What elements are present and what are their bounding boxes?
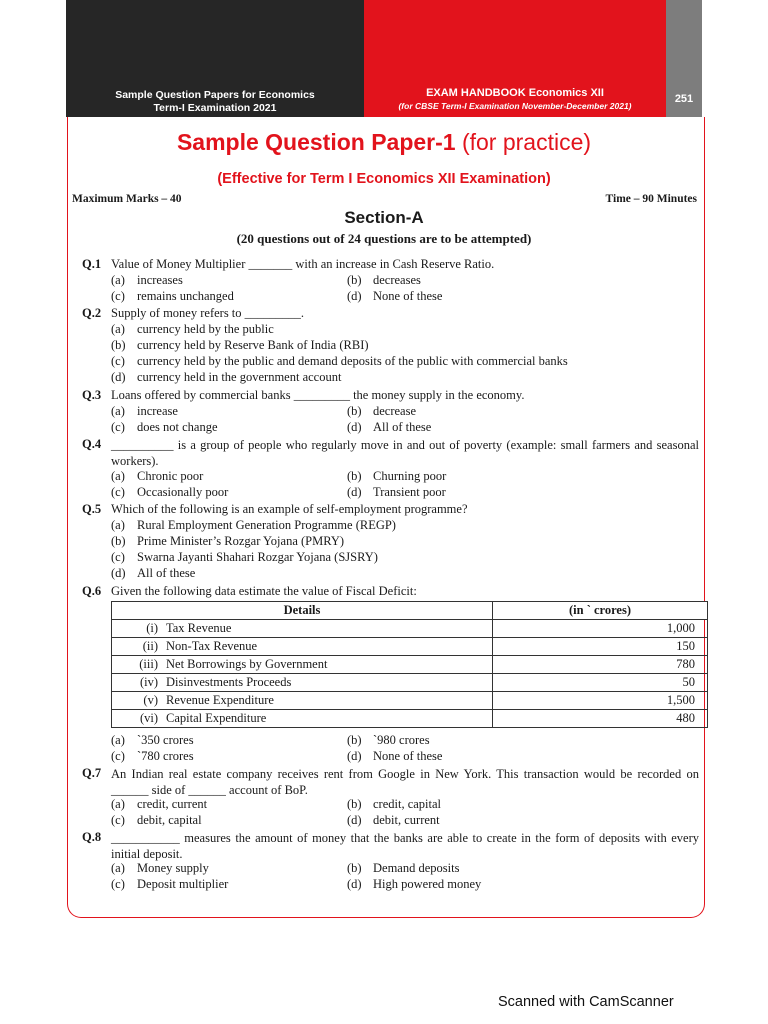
option-text: All of these [373, 420, 432, 434]
option-text: does not change [137, 420, 218, 434]
answer-option [111, 485, 228, 500]
table-cell-detail [112, 638, 493, 656]
header-series-subtitle: Term-I Examination 2021 [153, 102, 277, 114]
option-label: (d) [347, 749, 362, 763]
table-cell-amount: 780 [493, 656, 708, 674]
option-text: Rural Employment Generation Programme (REGP) [137, 518, 396, 532]
option-text: decreases [373, 273, 421, 287]
answer-option [347, 797, 441, 812]
table-row [112, 674, 708, 692]
option-text: Swarna Jayanti Shahari Rozgar Yojana (SJSRY) [137, 550, 378, 564]
option-label: (c) [111, 354, 125, 368]
answer-option [111, 813, 202, 828]
option-text: increases [137, 273, 183, 287]
row-numeral: (vi) [139, 711, 158, 725]
row-label: Revenue Expenditure [166, 693, 274, 707]
option-label: (d) [111, 566, 126, 580]
row-numeral: (v) [143, 693, 158, 707]
option-text: debit, capital [137, 813, 202, 827]
answer-option [111, 566, 195, 581]
table-cell-detail [112, 674, 493, 692]
table-row [112, 620, 708, 638]
answer-option [111, 550, 378, 565]
fiscal-data-table [111, 601, 708, 728]
option-label: (c) [111, 550, 125, 564]
question-text: Which of the following is an example of self-employment programme? [111, 502, 468, 516]
page-subtitle: (Effective for Term I Economics XII Examination) [217, 171, 551, 187]
table-cell-detail [112, 656, 493, 674]
table-header-row [112, 602, 708, 620]
option-text: currency held in the government account [137, 370, 342, 384]
answer-option [111, 534, 344, 549]
option-label: (c) [111, 485, 125, 499]
option-label: (b) [347, 404, 362, 418]
option-label: (c) [111, 420, 125, 434]
option-label: (b) [347, 861, 362, 875]
option-text: credit, capital [373, 797, 442, 811]
question-number: Q.1 [82, 257, 102, 271]
table-cell-amount: 1,500 [493, 692, 708, 710]
answer-option [111, 354, 568, 369]
answer-option [111, 338, 369, 353]
answer-option [347, 813, 440, 828]
option-label: (b) [111, 534, 126, 548]
answer-option [111, 322, 274, 337]
header-book-subtitle: (for CBSE Term-I Examination November-December 2021) [398, 101, 632, 111]
answer-option [347, 404, 416, 419]
option-text: `780 crores [137, 749, 194, 763]
option-text: None of these [373, 289, 443, 303]
answer-option [347, 749, 442, 764]
scanner-watermark: Scanned with CamScanner [498, 994, 674, 1010]
option-label: (a) [111, 273, 125, 287]
question-text: Given the following data estimate the value of Fiscal Deficit: [111, 584, 417, 598]
table-header-amount: (in ` crores) [493, 602, 708, 620]
option-text: Chronic poor [137, 469, 204, 483]
answer-option [347, 733, 430, 748]
max-marks: Maximum Marks – 40 [72, 193, 182, 205]
question-number: Q.6 [82, 584, 102, 598]
option-label: (a) [111, 404, 125, 418]
page-number: 251 [674, 93, 694, 105]
row-numeral: (i) [146, 621, 158, 635]
option-label: (d) [347, 813, 362, 827]
row-numeral: (iii) [139, 657, 158, 671]
option-label: (d) [111, 370, 126, 384]
table-cell-detail [112, 692, 493, 710]
header-series-title: Sample Question Papers for Economics [115, 89, 315, 101]
option-label: (b) [347, 469, 362, 483]
table-cell-detail [112, 710, 493, 728]
question-text: __________ is a group of people who regularly move in and out of poverty (example: small farmers and seasonal workers). [111, 438, 699, 468]
option-text: Demand deposits [373, 861, 460, 875]
option-label: (c) [111, 813, 125, 827]
question-number: Q.2 [82, 306, 102, 320]
option-text: Transient poor [373, 485, 446, 499]
option-text: Occasionally poor [137, 485, 229, 499]
row-label: Net Borrowings by Government [166, 657, 328, 671]
answer-option [111, 733, 194, 748]
question-number: Q.7 [82, 766, 102, 780]
option-text: None of these [373, 749, 443, 763]
question-number: Q.3 [82, 388, 102, 402]
answer-option [111, 404, 178, 419]
title-suffix: (for practice) [461, 129, 592, 155]
option-text: credit, current [137, 797, 208, 811]
option-label: (b) [111, 338, 126, 352]
option-label: (b) [347, 273, 362, 287]
option-label: (a) [111, 469, 125, 483]
row-numeral: (iv) [139, 675, 158, 689]
option-label: (a) [111, 322, 125, 336]
option-text: Deposit multiplier [137, 877, 229, 891]
option-label: (c) [111, 877, 125, 891]
answer-option [347, 485, 446, 500]
option-label: (a) [111, 797, 125, 811]
table-cell-amount: 50 [493, 674, 708, 692]
answer-option [347, 420, 431, 435]
table-row [112, 692, 708, 710]
question-text: Value of Money Multiplier _______ with an increase in Cash Reserve Ratio. [111, 257, 495, 271]
table-cell-amount: 150 [493, 638, 708, 656]
answer-option [111, 370, 341, 385]
row-label: Tax Revenue [166, 621, 232, 635]
answer-option [111, 420, 218, 435]
row-label: Disinvestments Proceeds [166, 675, 292, 689]
answer-option [111, 877, 228, 892]
header-book-title: EXAM HANDBOOK Economics XII [426, 87, 604, 99]
option-label: (c) [111, 749, 125, 763]
option-label: (b) [347, 797, 362, 811]
option-text: currency held by the public and demand deposits of the public with commercial banks [137, 354, 568, 368]
header-right-band [364, 0, 666, 117]
row-numeral: (ii) [142, 639, 158, 653]
option-label: (c) [111, 289, 125, 303]
option-label: (a) [111, 733, 125, 747]
table-cell-detail [112, 620, 493, 638]
answer-option [111, 749, 194, 764]
section-instruction: (20 questions out of 24 questions are to be attempted) [236, 231, 532, 246]
option-text: High powered money [373, 877, 482, 891]
option-text: remains unchanged [137, 289, 234, 303]
table-cell-amount: 1,000 [493, 620, 708, 638]
option-label: (b) [347, 733, 362, 747]
title-main: Sample Question Paper-1 [176, 129, 456, 155]
answer-option [111, 273, 183, 288]
section-heading: Section-A [344, 208, 424, 227]
page-title [0, 129, 768, 156]
question-number: Q.5 [82, 502, 102, 516]
answer-option [111, 289, 234, 304]
option-text: `980 crores [373, 733, 430, 747]
option-text: currency held by Reserve Bank of India (RBI) [137, 338, 369, 352]
answer-option [111, 518, 396, 533]
option-label: (d) [347, 420, 362, 434]
option-text: currency held by the public [137, 322, 274, 336]
answer-option [111, 797, 207, 812]
option-text: All of these [137, 566, 196, 580]
answer-option [111, 469, 203, 484]
question-text: Loans offered by commercial banks _________ the money supply in the economy. [111, 388, 525, 402]
option-text: Money supply [137, 861, 209, 875]
option-text: Prime Minister’s Rozgar Yojana (PMRY) [137, 534, 345, 548]
answer-option [347, 289, 442, 304]
answer-option [347, 469, 446, 484]
table-row [112, 710, 708, 728]
time-limit: Time – 90 Minutes [605, 193, 697, 205]
option-text: increase [137, 404, 178, 418]
question-number: Q.8 [82, 830, 102, 844]
option-text: decrease [373, 404, 417, 418]
option-label: (a) [111, 861, 125, 875]
option-label: (d) [347, 877, 362, 891]
answer-option [347, 861, 459, 876]
question-text: An Indian real estate company receives rent from Google in New York. This transaction would be recorded on ______ side of ______ account of BoP. [111, 767, 699, 797]
option-label: (d) [347, 289, 362, 303]
option-text: Churning poor [373, 469, 447, 483]
answer-option [347, 877, 481, 892]
question-text: Supply of money refers to _________. [111, 306, 305, 320]
option-label: (d) [347, 485, 362, 499]
option-text: debit, current [373, 813, 440, 827]
question-text: ___________ measures the amount of money that the banks are able to create in the form of deposits with every initial deposit. [111, 831, 699, 861]
row-label: Capital Expenditure [166, 711, 267, 725]
question-number: Q.4 [82, 437, 102, 451]
table-row [112, 656, 708, 674]
table-row [112, 638, 708, 656]
answer-option [347, 273, 421, 288]
row-label: Non-Tax Revenue [166, 639, 258, 653]
answer-option [111, 861, 209, 876]
option-text: `350 crores [137, 733, 194, 747]
table-cell-amount: 480 [493, 710, 708, 728]
option-label: (a) [111, 518, 125, 532]
table-header-details: Details [112, 602, 493, 620]
